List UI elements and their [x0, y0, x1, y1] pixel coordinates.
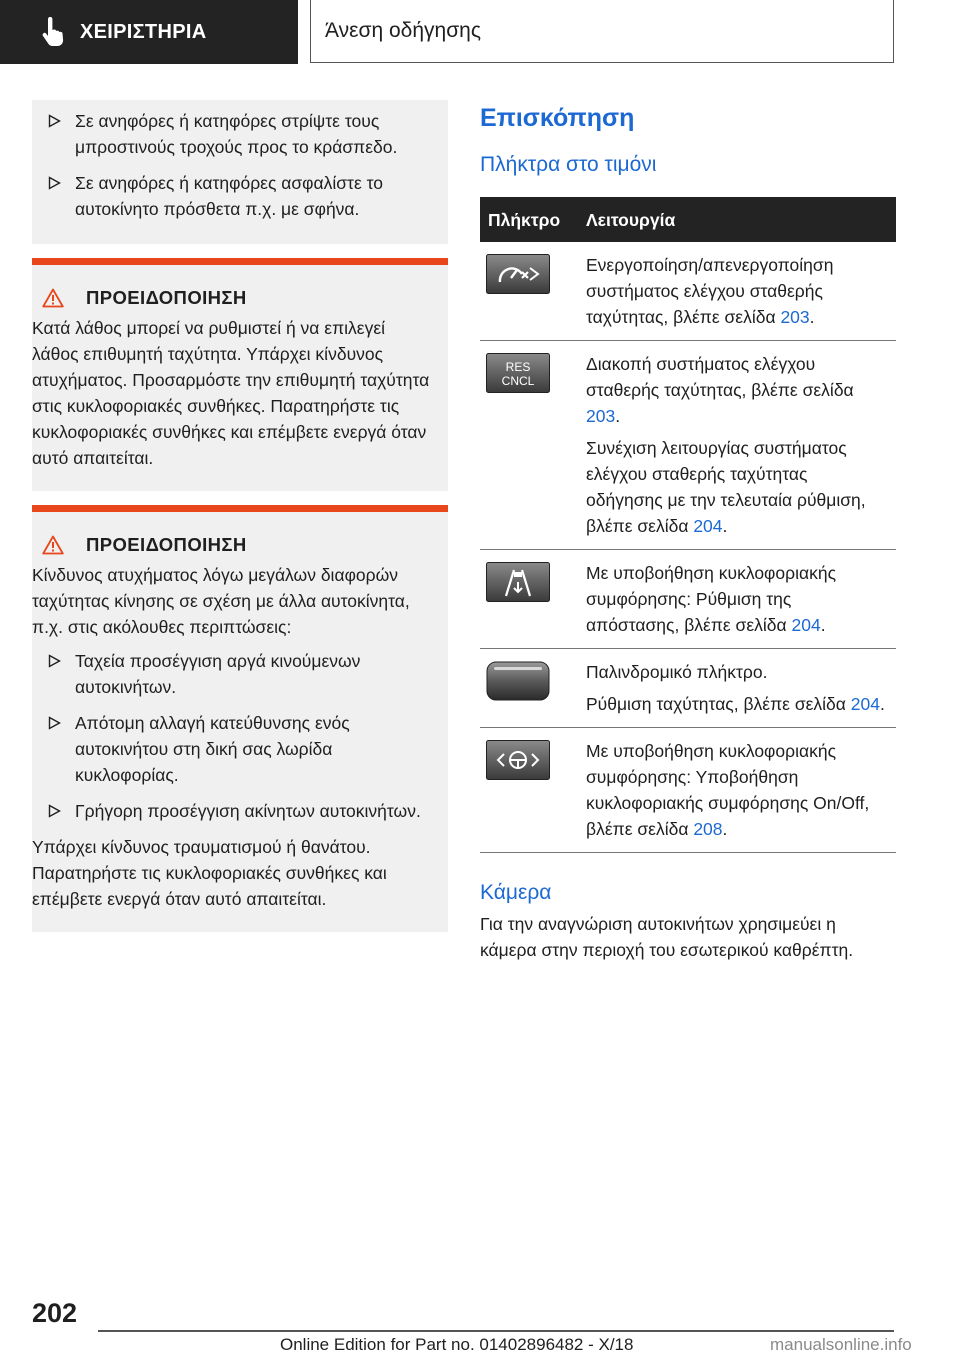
page-link[interactable]: 204	[850, 694, 880, 714]
list-item	[48, 798, 436, 824]
camera-text: Για την αναγνώριση αυτοκινήτων χρησιμεύει η κάμερα στην περιοχή του εσωτερικού καθρέπτη.	[480, 914, 854, 960]
intro-bullets-box	[32, 100, 448, 244]
warning-text: Κατά λάθος μπορεί να ρυθμιστεί ή να επιλεγεί λάθος επιθυμητή ταχύτητα. Υπάρχει κίνδυνος ατυχήματος. Προσαρμόστε την επιθυμητή ταχύτητα στις κυκλοφοριακές συνθήκες. Παρατηρήστε τις κυκλοφοριακές συνθήκες και επέμβετε ενεργά όταν αυτό απαιτείται.	[32, 318, 430, 468]
warning-box-1	[32, 258, 448, 491]
triangle-bullet-icon	[48, 716, 61, 730]
chapter-title: Άνεση οδήγησης	[325, 19, 481, 42]
list-item	[48, 710, 436, 788]
function-text	[586, 738, 888, 842]
bullet-text: Γρήγορη προσέγγιση ακίνητων αυτοκινήτων.	[75, 801, 421, 821]
column-header-function: Λειτουργία	[578, 197, 896, 242]
function-cell	[578, 728, 896, 853]
footer-divider	[98, 1330, 894, 1332]
cruise-control-onoff-icon	[486, 254, 550, 294]
page-number: 202	[32, 1298, 78, 1328]
triangle-bullet-icon	[48, 804, 61, 818]
button-cell	[480, 341, 578, 550]
bullet-text: Σε ανηφόρες ή κατηφόρες ασφαλίστε το αυτοκίνητο πρόσθετα π.χ. με σφήνα.	[75, 173, 384, 219]
footer-edition: Online Edition for Part no. 01402896482 - X/18	[280, 1335, 634, 1354]
left-column	[32, 100, 448, 932]
function-text	[586, 351, 888, 429]
table-row	[480, 728, 896, 853]
text: .	[722, 516, 728, 536]
buttons-table	[480, 197, 896, 853]
button-cell	[480, 728, 578, 853]
page-header	[0, 0, 960, 66]
bullet-text: Σε ανηφόρες ή κατηφόρες στρίψτε τους μπροστινούς τροχούς προς το κράσπεδο.	[75, 111, 398, 157]
distance-icon	[486, 562, 550, 602]
button-cell	[480, 649, 578, 728]
button-cell	[480, 242, 578, 341]
text: Με υποβοήθηση κυκλοφοριακής συμφόρησης: Ρύθμιση της απόστασης, βλέπε σελίδα	[586, 563, 837, 635]
button-cell	[480, 550, 578, 649]
text: Ρύθμιση ταχύτητας, βλέπε σελίδα	[586, 694, 851, 714]
column-header-button: Πλήκτρο	[480, 197, 578, 242]
text: .	[820, 615, 826, 635]
res-label: RES	[505, 360, 531, 374]
hand-pointer-icon	[40, 17, 66, 47]
section-title: ΧΕΙΡΙΣΤΗΡΙΑ	[80, 20, 207, 43]
camera-heading: Κάμερα	[480, 881, 552, 904]
warning-title: ΠΡΟΕΙΔΟΠΟΙΗΣΗ	[86, 534, 247, 555]
chapter-box	[310, 0, 894, 63]
traffic-jam-assist-icon	[486, 740, 550, 780]
table-row	[480, 550, 896, 649]
cncl-label: CNCL	[501, 374, 535, 388]
warning-bullets	[32, 648, 436, 824]
page-link[interactable]: 208	[693, 819, 723, 839]
table-row	[480, 341, 896, 550]
list-item	[32, 170, 434, 222]
triangle-bullet-icon	[48, 654, 61, 668]
warning-triangle-icon	[42, 535, 64, 555]
warning-header	[32, 534, 436, 556]
page-link[interactable]: 204	[693, 516, 723, 536]
warning-title: ΠΡΟΕΙΔΟΠΟΙΗΣΗ	[86, 287, 247, 308]
bullet-text: Ταχεία προσέγγιση αργά κινούμενων αυτοκινήτων.	[75, 651, 361, 697]
res-cncl-icon	[486, 353, 550, 393]
function-text	[586, 659, 888, 685]
function-text	[586, 252, 888, 330]
text: .	[880, 694, 885, 714]
page-title: Επισκόπηση	[480, 104, 635, 132]
function-text	[586, 435, 888, 539]
page-link[interactable]: 204	[791, 615, 821, 635]
warning-triangle-icon	[42, 288, 64, 308]
list-item	[32, 108, 434, 160]
warning-header	[32, 287, 436, 309]
table-row	[480, 242, 896, 341]
function-text	[586, 691, 888, 717]
section-tab	[0, 0, 298, 64]
text: .	[809, 307, 815, 327]
warning-intro: Κίνδυνος ατυχήματος λόγω μεγάλων διαφορών ταχύτητας κίνησης σε σχέση με άλλα αυτοκίνητα, π.χ. στις ακόλουθες περιπτώσεις:	[32, 565, 410, 637]
rocker-switch-icon	[486, 661, 550, 701]
text: .	[615, 406, 621, 426]
warning-box-2	[32, 505, 448, 932]
text: Παλινδρομικό πλήκτρο.	[586, 662, 768, 682]
function-cell	[578, 242, 896, 341]
list-item	[48, 648, 436, 700]
table-row	[480, 649, 896, 728]
text: Συνέχιση λειτουργίας συστήματος ελέγχου σταθερής ταχύτητας οδήγησης με την τελευταία ρύθμιση, βλέπε σελίδα	[586, 438, 866, 536]
function-cell	[578, 341, 896, 550]
section-subtitle: Πλήκτρα στο τιμόνι	[480, 153, 657, 176]
function-cell	[578, 550, 896, 649]
bullet-text: Απότομη αλλαγή κατεύθυνσης ενός αυτοκινήτου στη δική σας λωρίδα κυκλοφορίας.	[75, 713, 350, 785]
text: .	[722, 819, 728, 839]
watermark: manualsonline.info	[770, 1335, 912, 1354]
table-header-row	[480, 197, 896, 242]
triangle-bullet-icon	[48, 176, 61, 190]
warning-outro: Υπάρχει κίνδυνος τραυματισμού ή θανάτου. Παρατηρήστε τις κυκλοφοριακές συνθήκες και επέμβετε ενεργά όταν αυτό απαιτείται.	[32, 837, 387, 909]
function-cell	[578, 649, 896, 728]
triangle-bullet-icon	[48, 114, 61, 128]
right-column	[480, 100, 896, 963]
text: Ενεργοποίηση/απενεργοποίηση συστήματος ελέγχου σταθερής ταχύτητας, βλέπε σελίδα	[586, 255, 834, 327]
text: Διακοπή συστήματος ελέγχου σταθερής ταχύτητας, βλέπε σελίδα	[586, 354, 854, 400]
page-link[interactable]: 203	[780, 307, 810, 327]
text: Με υποβοήθηση κυκλοφοριακής συμφόρησης: Υποβοήθηση κυκλοφοριακής συμφόρησης On/Off, βλέπε σελίδα	[586, 741, 870, 839]
function-text	[586, 560, 888, 638]
page-link[interactable]: 203	[586, 406, 616, 426]
